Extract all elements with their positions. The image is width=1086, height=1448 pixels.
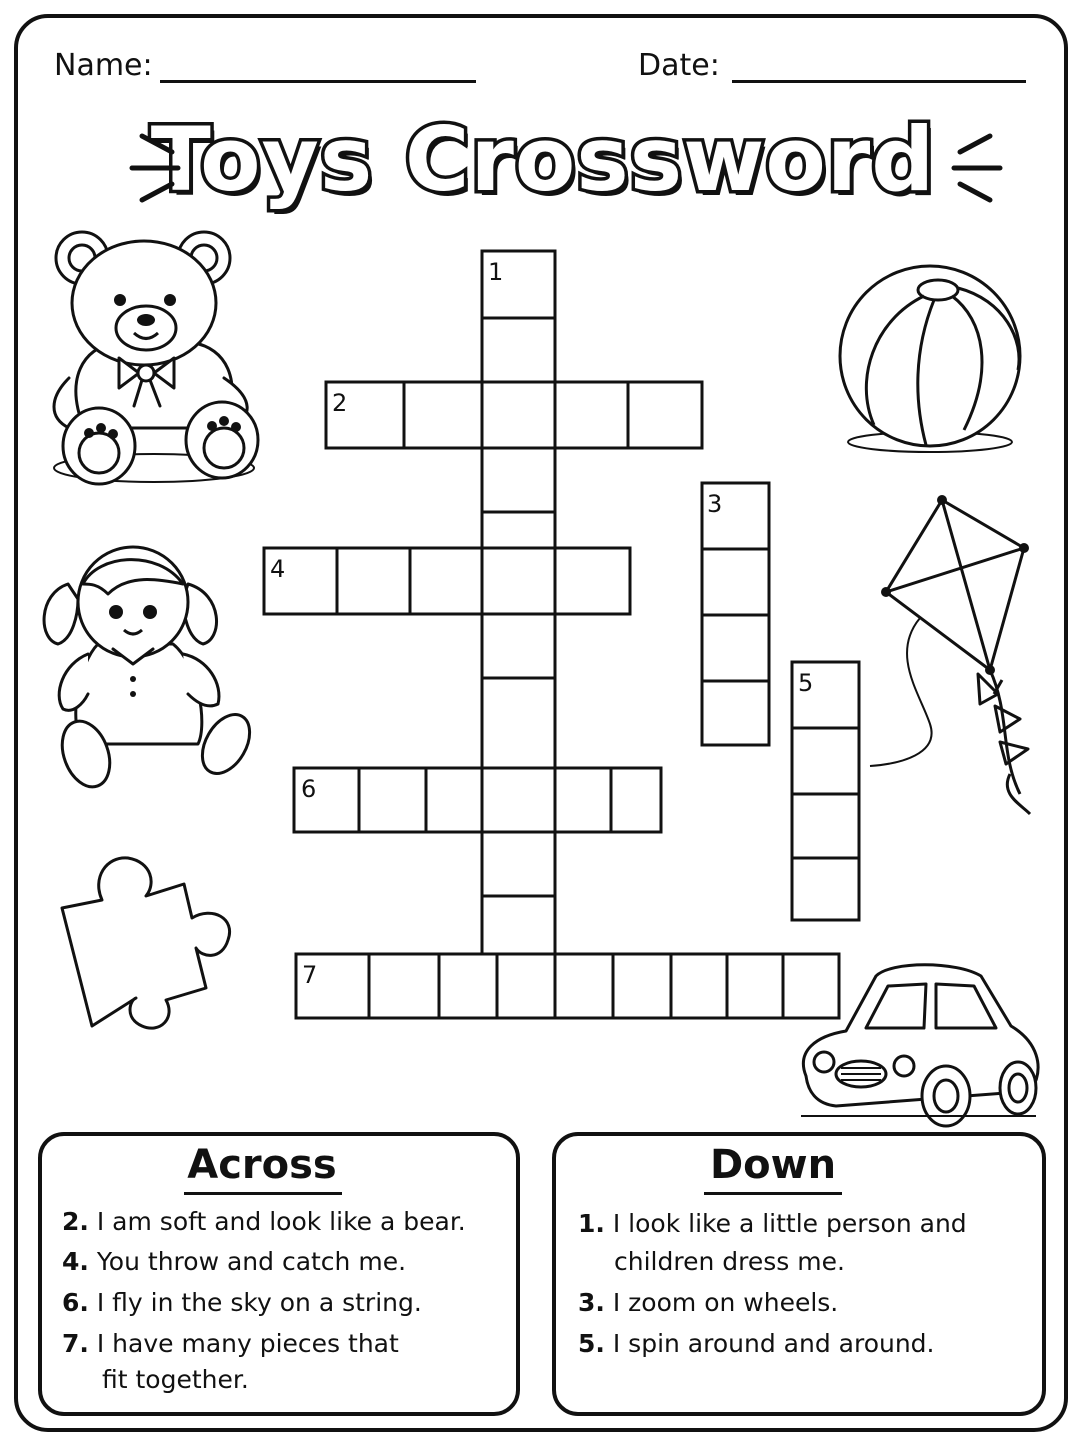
clue-text: I fly in the sky on a string. [96,1288,422,1317]
crossword-cell[interactable] [702,615,769,681]
crossword-cell[interactable] [611,768,661,832]
clue-text: I am soft and look like a bear. [96,1207,466,1236]
crossword-cell[interactable] [410,548,482,614]
crossword-cell[interactable] [482,318,555,382]
crossword-cell[interactable] [482,382,555,448]
clue-number: 3. [578,1288,605,1317]
crossword-cell[interactable] [359,768,426,832]
crossword-cell[interactable] [482,548,555,614]
page-title: Toys Crossword [150,108,936,211]
word-down-5 [792,662,859,920]
clue-number: 4. [62,1247,89,1276]
clue-text: I look like a little person and [612,1209,967,1238]
clue-text: I zoom on wheels. [612,1288,839,1317]
toy-car-icon [796,956,1046,1134]
clue-number: 5. [578,1329,605,1358]
teddy-bear-icon [44,228,274,490]
crossword-cell[interactable] [702,681,769,745]
down-heading-underline [704,1192,842,1195]
word-across-6 [294,768,661,832]
clue-text: You throw and catch me. [96,1247,407,1276]
crossword-cell[interactable] [727,954,783,1018]
across-clue-6 [62,1285,422,1321]
crossword-cell[interactable] [792,728,859,794]
across-heading: Across [187,1142,337,1188]
crossword-cell[interactable] [482,448,555,512]
crossword-cell[interactable] [439,954,497,1018]
clue-number: 1. [578,1209,605,1238]
clue-text: I have many pieces that [96,1329,399,1358]
name-label: Name: [54,48,153,83]
cell-number-4: 4 [270,555,286,583]
doll-icon [38,544,258,794]
across-clue-7 [62,1326,399,1362]
crossword-cell[interactable] [404,382,482,448]
down-clue-3 [578,1285,838,1321]
word-across-7 [296,954,839,1018]
across-clue-4 [62,1244,406,1280]
crossword-cell[interactable] [792,794,859,858]
beach-ball-icon [834,260,1034,456]
across-heading-underline [184,1192,342,1195]
word-across-4 [264,548,630,614]
crossword-cell[interactable] [555,382,628,448]
across-clue-2 [62,1204,466,1240]
cell-number-5: 5 [798,669,814,697]
clue-number: 2. [62,1207,89,1236]
crossword-cell[interactable] [497,954,555,1018]
down-clue-1-line2: children dress me. [614,1247,845,1276]
crossword-cell[interactable] [702,549,769,615]
crossword-cell[interactable] [482,896,555,954]
puzzle-piece-icon [56,848,236,1032]
cell-number-1: 1 [488,258,504,286]
date-label: Date: [638,48,720,83]
crossword-cell[interactable] [337,548,410,614]
crossword-cell[interactable] [482,832,555,896]
crossword-cell[interactable] [555,548,630,614]
word-down-3 [702,483,769,745]
word-across-2 [326,382,702,448]
down-heading: Down [709,1142,837,1188]
crossword-cell[interactable] [482,678,555,768]
clue-text: I spin around and around. [612,1329,935,1358]
crossword-cell[interactable] [369,954,439,1018]
down-clue-1 [578,1206,967,1242]
crossword-cell[interactable] [482,614,555,678]
cell-number-7: 7 [302,961,318,989]
cell-number-6: 6 [301,775,317,803]
crossword-cell[interactable] [555,954,613,1018]
clue-number: 6. [62,1288,89,1317]
crossword-cell[interactable] [671,954,727,1018]
cell-number-3: 3 [707,490,723,518]
cell-number-2: 2 [332,389,348,417]
clue-number: 7. [62,1329,89,1358]
crossword-cell[interactable] [613,954,671,1018]
crossword-cell[interactable] [628,382,702,448]
crossword-cell[interactable] [482,768,555,832]
down-clue-5 [578,1326,935,1362]
kite-icon [860,494,1050,824]
crossword-cell[interactable] [482,512,555,548]
crossword-cell[interactable] [792,858,859,920]
crossword-cell[interactable] [555,768,611,832]
across-clue-7-line2: fit together. [102,1365,249,1394]
crossword-cell[interactable] [426,768,482,832]
